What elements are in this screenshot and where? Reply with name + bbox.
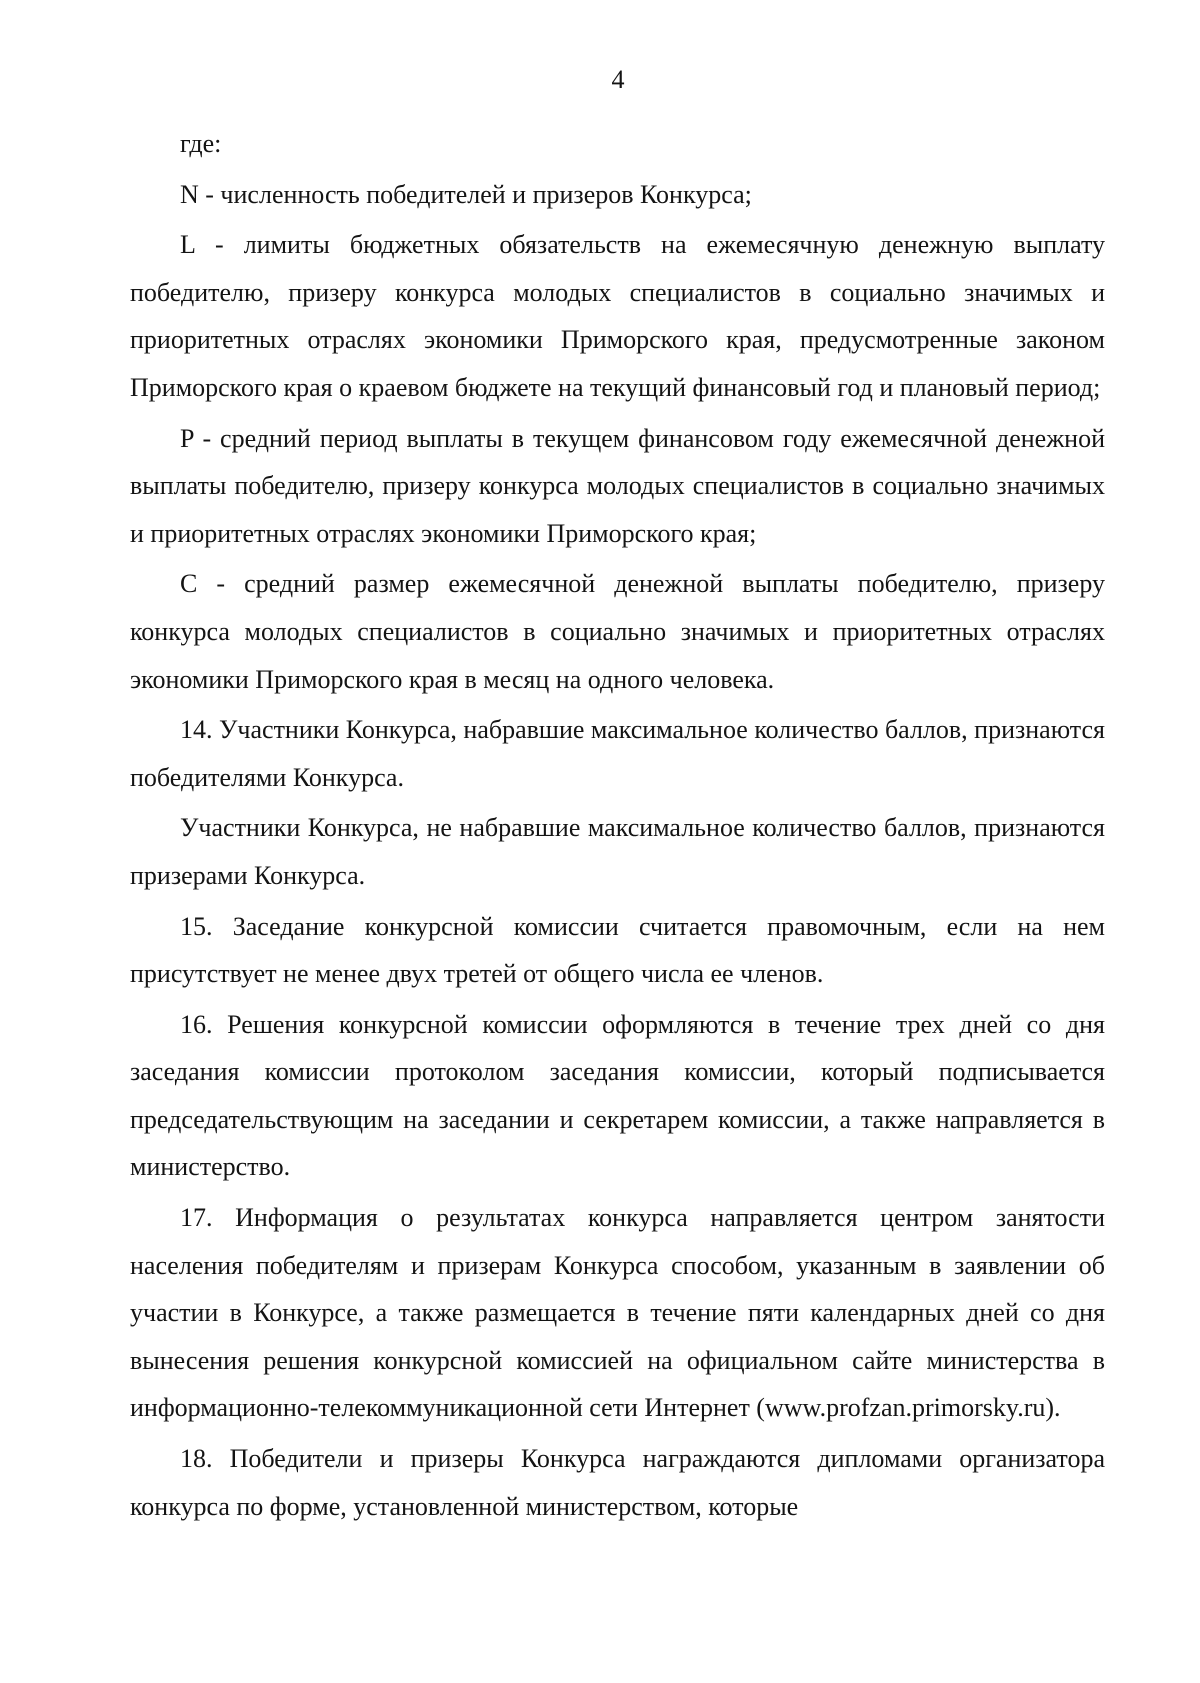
paragraph-item-14-continued: Участники Конкурса, не набравшие максимальное количество баллов, признаются призерами Конкурса.	[130, 813, 1105, 890]
paragraph-definition-n: N - численность победителей и призеров Конкурса;	[180, 179, 752, 209]
paragraph-item-15: 15. Заседание конкурсной комиссии считается правомочным, если на нем присутствует не менее двух третей от общего числа ее членов.	[130, 911, 1105, 989]
page-number: 4	[611, 65, 625, 94]
paragraph-item-16: 16. Решения конкурсной комиссии оформляются в течение трех дней со дня заседания комиссии протоколом заседания комиссии, который подписывается председательствующим на заседании и секретарем комиссии, а также направляется в министерство.	[130, 1009, 1105, 1182]
paragraph-where: где:	[180, 129, 222, 158]
paragraph-definition-c: C - средний размер ежемесячной денежной выплаты победителю, призеру конкурса молодых специалистов в социально значимых и приоритетных отраслях экономики Приморского края в месяц на одного человека.	[130, 569, 1105, 694]
paragraph-item-17: 17. Информация о результатах конкурса направляется центром занятости населения победителям и призерам Конкурса способом, указанным в заявлении об участии в Конкурсе, а также размещается в течение пяти календарных дней со дня вынесения решения конкурсной комиссией на официальном сайте министерства в информационно-телекоммуникационной сети Интернет (www.profzan.primorsky.ru).	[130, 1203, 1105, 1423]
paragraph-definition-l: L - лимиты бюджетных обязательств на ежемесячную денежную выплату победителю, призеру конкурса молодых специалистов в социально значимых и приоритетных отраслях экономики Приморского края, предусмотренные законом Приморского края о краевом бюджете на текущий финансовый год и плановый период;	[130, 230, 1105, 402]
paragraph-item-18: 18. Победители и призеры Конкурса награждаются дипломами организатора конкурса по форме, установленной министерством, которые	[130, 1444, 1105, 1521]
paragraph-item-14: 14. Участники Конкурса, набравшие максимальное количество баллов, признаются победителями Конкурса.	[130, 715, 1105, 792]
paragraph-definition-p: P - средний период выплаты в текущем финансовом году ежемесячной денежной выплаты победителю, призеру конкурса молодых специалистов в социально значимых и приоритетных отраслях экономики Приморского края;	[130, 423, 1105, 548]
document-body	[130, 120, 1105, 1530]
